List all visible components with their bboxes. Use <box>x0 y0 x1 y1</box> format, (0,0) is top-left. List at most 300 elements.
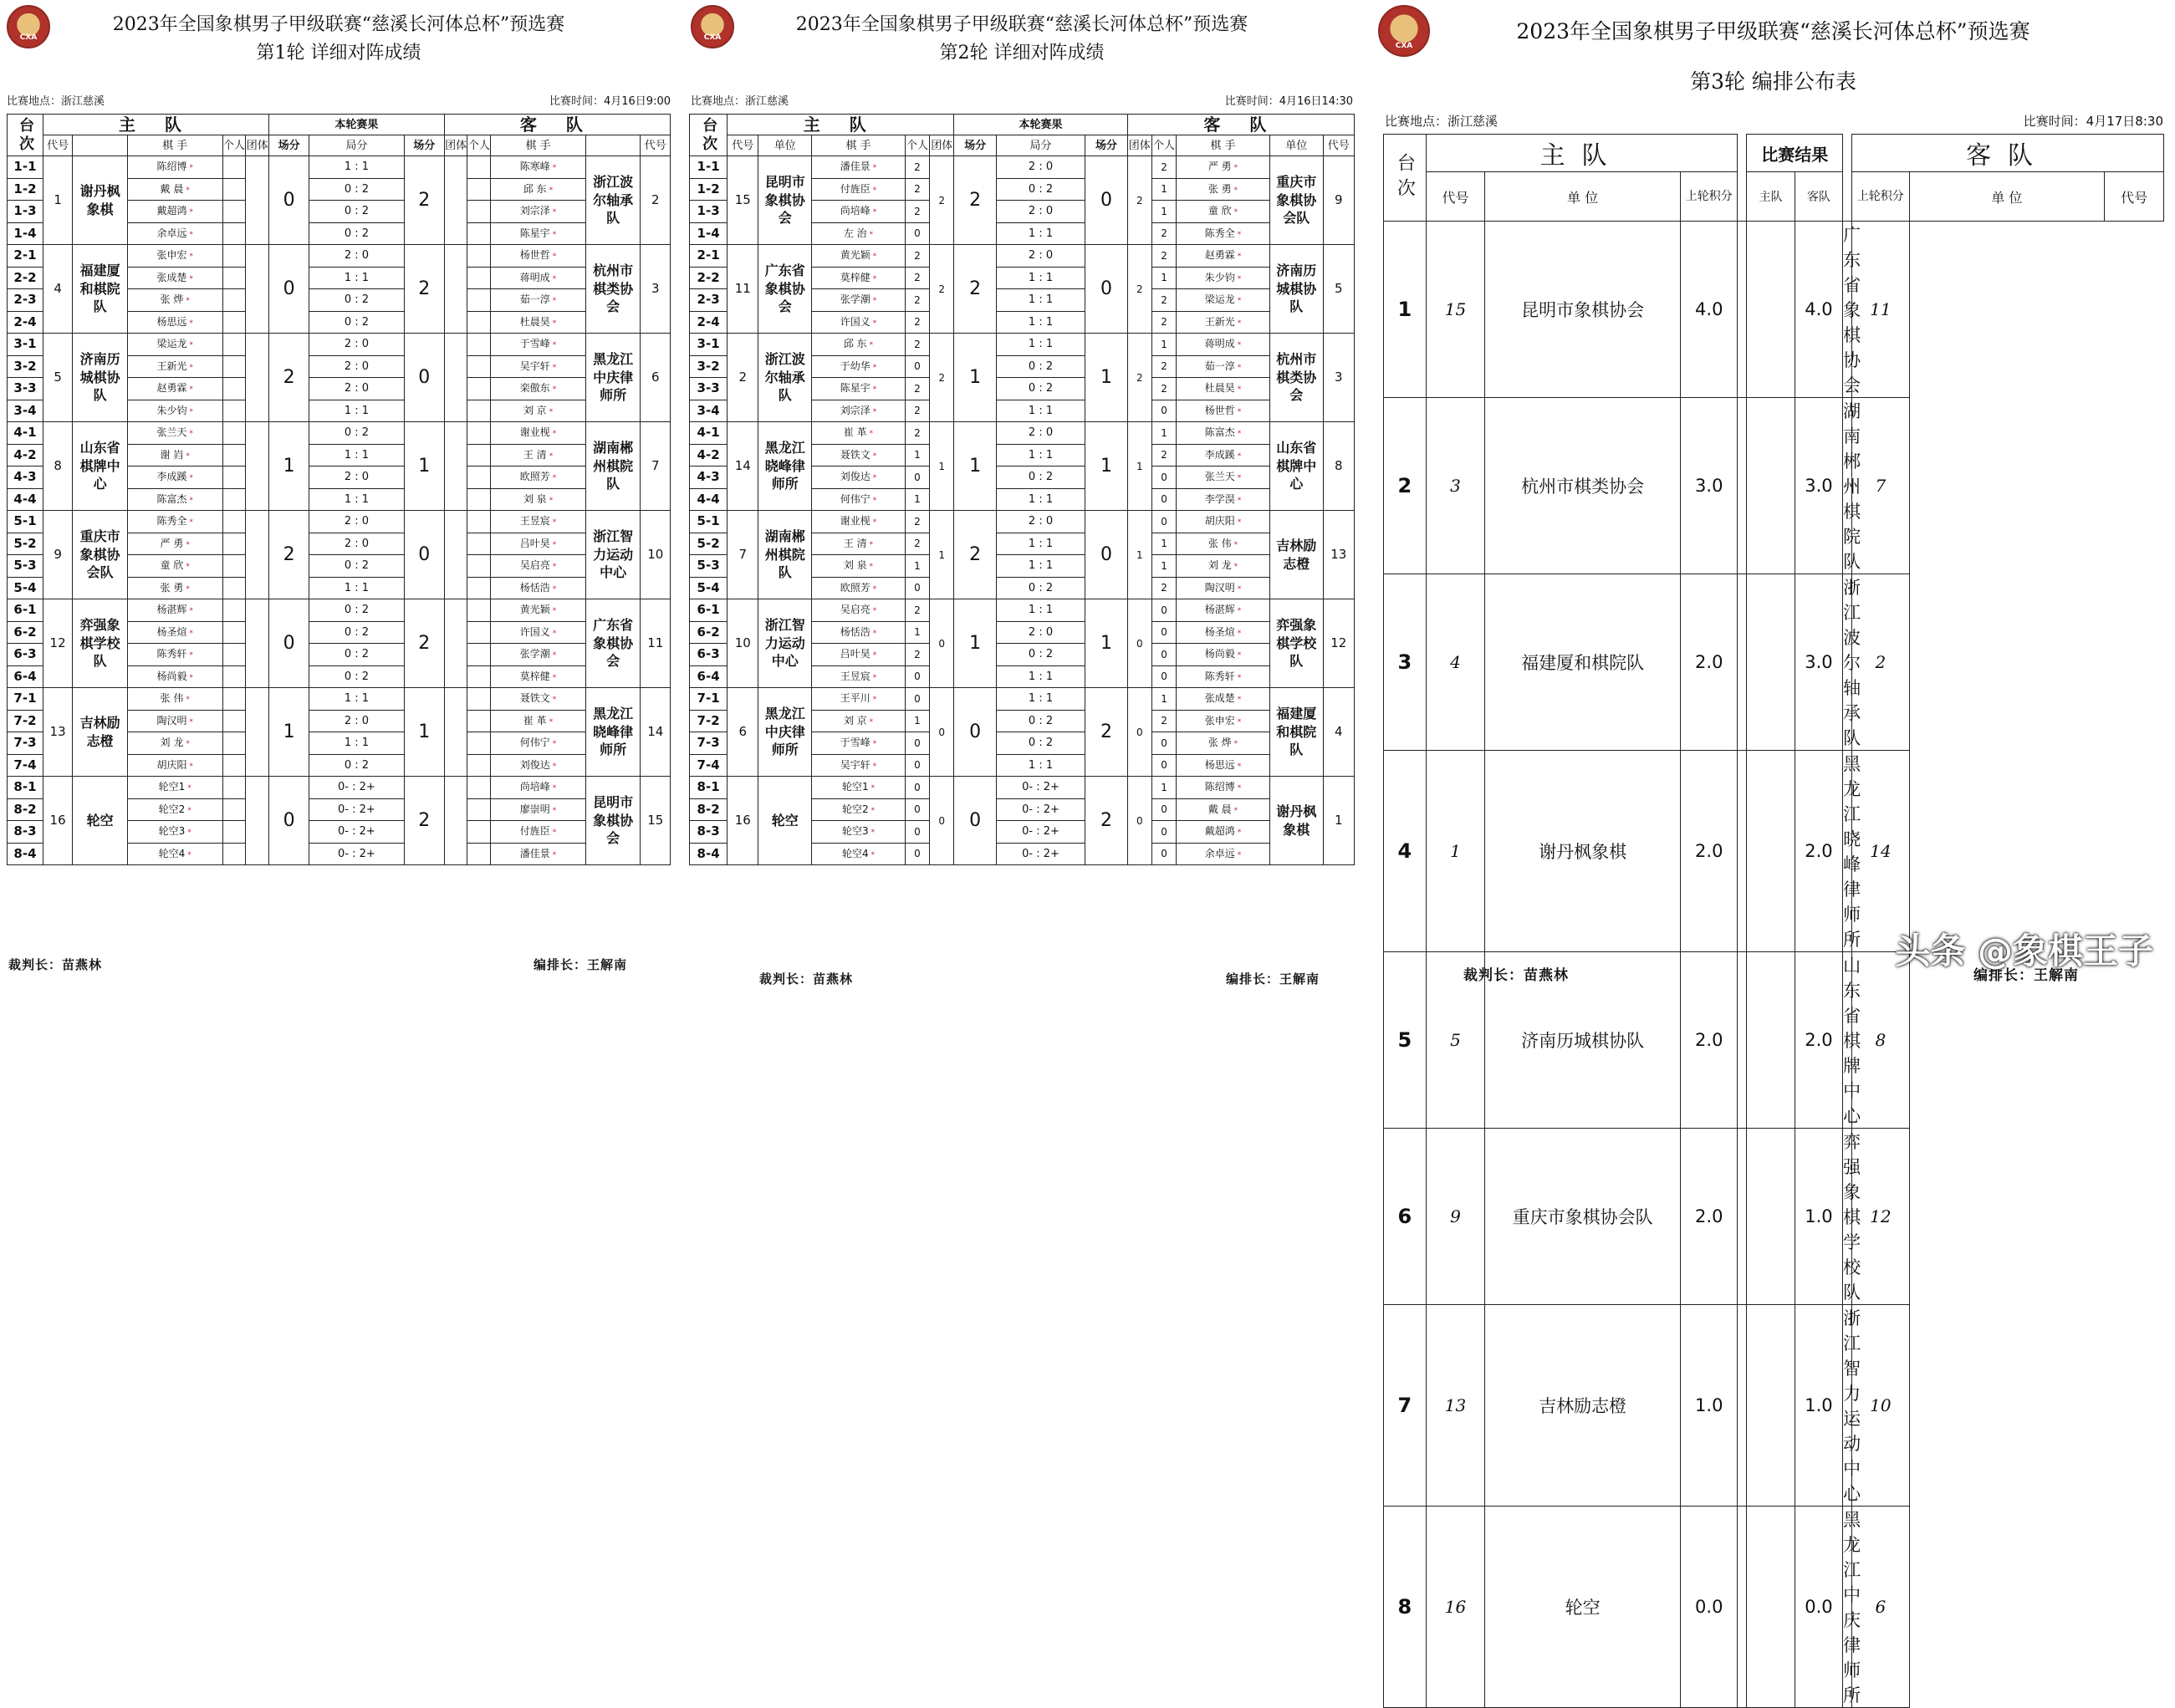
home-personal: 2 <box>905 644 929 666</box>
away-player-name: 陈秀全 <box>1204 227 1235 239</box>
away-player <box>491 355 586 378</box>
player-mark: * <box>189 164 193 173</box>
home-personal <box>222 156 246 179</box>
away-team-header: 团体 <box>1127 135 1151 156</box>
board-id: 5-3 <box>8 555 43 578</box>
away-match-pts: 0 <box>1085 156 1128 245</box>
away-player-name: 尚培峰 <box>519 781 550 793</box>
board-id: 1-4 <box>690 222 728 245</box>
away-mp-header: 场分 <box>404 135 444 156</box>
away-unit: 山东省棋牌中心 <box>1843 952 1852 1129</box>
player-mark: * <box>872 518 877 528</box>
away-team-score <box>444 156 467 245</box>
away-player <box>1177 577 1270 599</box>
away-player-name: 张申宏 <box>1204 714 1235 727</box>
board-id: 2-3 <box>8 289 43 312</box>
home-personal <box>222 798 246 821</box>
referee-label: 裁判长：苗燕林 <box>8 957 103 972</box>
player-mark: * <box>552 784 557 793</box>
away-personal <box>467 267 491 289</box>
player-mark: * <box>1237 696 1242 705</box>
result-away <box>1747 398 1795 574</box>
away-team-score: 0 <box>1127 688 1151 777</box>
player-mark: * <box>872 319 877 328</box>
game-score: 0 : 2 <box>309 201 405 223</box>
round1-subtitle: 第1轮 详细对阵成绩 <box>256 43 421 64</box>
away-player <box>491 533 586 555</box>
home-player-name: 轮空3 <box>158 825 186 838</box>
away-unit: 广东省象棋协会 <box>585 599 641 688</box>
game-score: 2 : 0 <box>309 467 405 489</box>
home-code: 9 <box>43 511 72 599</box>
away-code: 12 <box>1852 1129 1909 1305</box>
away-code: 1 <box>1323 777 1354 865</box>
player-mark: * <box>1237 385 1242 395</box>
away-personal <box>467 555 491 578</box>
result-home <box>1738 222 1747 398</box>
away-player-name: 刘 龙 <box>1207 559 1232 572</box>
away-unit: 黑龙江晓峰律师所 <box>585 688 641 777</box>
away-player-header: 棋 手 <box>1177 135 1270 156</box>
away-header: 客 队 <box>1127 115 1354 135</box>
home-personal-header: 个人 <box>222 135 246 156</box>
home-code: 16 <box>1426 1507 1485 1708</box>
board-id: 2-2 <box>8 267 43 289</box>
round3-pairings-table <box>1383 134 2164 1708</box>
home-unit: 浙江波尔轴承队 <box>758 334 812 422</box>
player-mark: * <box>189 496 193 505</box>
board-id: 5-2 <box>8 533 43 555</box>
away-team-header: 团体 <box>444 135 467 156</box>
board-id: 3-2 <box>8 355 43 378</box>
away-match-pts: 0 <box>1085 245 1128 334</box>
board-id: 1-2 <box>8 178 43 201</box>
away-code: 8 <box>1323 422 1354 511</box>
board-id: 3-3 <box>8 378 43 400</box>
game-score: 2 : 0 <box>996 156 1085 179</box>
away-team-score <box>444 334 467 422</box>
location-text: 比赛地点：浙江慈溪 <box>691 95 789 108</box>
home-player <box>812 334 906 356</box>
home-player-name: 梁运龙 <box>156 338 187 350</box>
home-player-name: 陶汉明 <box>156 714 187 727</box>
home-player-name: 刘俊达 <box>840 471 871 483</box>
home-player-name: 严 勇 <box>160 537 184 549</box>
home-match-pts: 2 <box>269 511 309 599</box>
home-unit: 重庆市象棋协会队 <box>1485 1129 1681 1305</box>
away-player <box>1177 555 1270 578</box>
game-score: 0 : 2 <box>309 311 405 334</box>
player-mark: * <box>552 208 557 217</box>
away-personal <box>467 422 491 445</box>
player-mark: * <box>872 584 877 594</box>
player-mark: * <box>552 806 557 815</box>
home-player <box>812 444 906 467</box>
home-player <box>127 621 222 644</box>
player-mark: * <box>552 252 557 262</box>
home-personal <box>222 311 246 334</box>
home-match-pts: 0 <box>269 599 309 688</box>
away-team-score: 2 <box>1127 245 1151 334</box>
away-player <box>1177 798 1270 821</box>
away-personal: 2 <box>1151 311 1176 334</box>
home-personal: 0 <box>905 577 929 599</box>
home-team-score <box>246 422 269 511</box>
away-code-header: 代号 <box>2105 172 2164 222</box>
home-player-name: 杨圣煊 <box>156 625 187 638</box>
away-match-pts: 1 <box>1085 334 1128 422</box>
player-mark: * <box>1237 252 1242 262</box>
away-player <box>491 156 586 179</box>
player-mark: * <box>872 363 877 372</box>
game-score: 0 : 2 <box>309 422 405 445</box>
home-code: 13 <box>43 688 72 777</box>
player-mark: * <box>552 740 557 749</box>
away-player <box>491 289 586 312</box>
game-score: 1 : 1 <box>309 156 405 179</box>
home-code: 7 <box>728 511 758 599</box>
away-player-name: 杨圣煊 <box>1204 625 1235 638</box>
round2-sheet <box>684 0 1360 992</box>
player-mark: * <box>872 407 877 416</box>
away-player-name: 谢业枧 <box>519 426 550 439</box>
home-player <box>812 488 906 511</box>
home-player <box>127 843 222 865</box>
player-mark: * <box>1233 563 1238 572</box>
home-code-header: 代号 <box>1426 172 1485 222</box>
away-player-header: 棋 手 <box>491 135 586 156</box>
away-unit: 山东省棋牌中心 <box>1269 422 1323 511</box>
away-unit: 黑龙江中庆律师所 <box>1843 1507 1852 1708</box>
away-code: 3 <box>1323 334 1354 422</box>
game-score: 1 : 1 <box>996 555 1085 578</box>
tournament-title: 2023年全国象棋男子甲级联赛“慈溪长河体总杯”预选赛 <box>1516 19 2030 43</box>
home-player-name: 聂铁文 <box>840 448 871 461</box>
home-player <box>812 798 906 821</box>
away-personal: 2 <box>1151 222 1176 245</box>
home-personal <box>222 777 246 799</box>
board-id: 8-2 <box>690 798 728 821</box>
away-unit: 浙江智力运动中心 <box>585 511 641 599</box>
player-mark: * <box>552 164 557 173</box>
board-id: 4-1 <box>8 422 43 445</box>
home-player <box>812 201 906 223</box>
player-mark: * <box>872 496 877 505</box>
home-unit: 杭州市棋类协会 <box>1485 398 1681 574</box>
away-player <box>1177 644 1270 666</box>
home-player <box>812 621 906 644</box>
away-player-name: 陈星宇 <box>519 227 550 239</box>
player-mark: * <box>1237 496 1242 505</box>
away-prev-pts: 3.0 <box>1795 398 1842 574</box>
game-score: 0 : 2 <box>309 178 405 201</box>
home-prev-pts: 2.0 <box>1681 952 1738 1129</box>
player-mark: * <box>189 607 193 616</box>
player-mark: * <box>1237 451 1242 461</box>
away-player <box>491 577 586 599</box>
away-prev-pts: 1.0 <box>1795 1129 1842 1305</box>
player-mark: * <box>549 407 554 416</box>
player-mark: * <box>189 407 193 416</box>
player-mark: * <box>189 274 193 283</box>
away-team-score: 1 <box>1127 422 1151 511</box>
player-mark: * <box>186 563 190 572</box>
game-score: 0- : 2+ <box>996 777 1085 799</box>
player-mark: * <box>186 584 190 594</box>
board-id: 2-1 <box>690 245 728 268</box>
game-score: 0 : 2 <box>996 378 1085 400</box>
game-score: 0 : 2 <box>996 467 1085 489</box>
home-code: 16 <box>43 777 72 865</box>
game-score: 1 : 1 <box>996 267 1085 289</box>
table-row <box>690 777 1355 799</box>
home-personal: 2 <box>905 599 929 622</box>
player-mark: * <box>1237 430 1242 439</box>
away-code: 7 <box>641 422 671 511</box>
location-text: 比赛地点：浙江慈溪 <box>7 95 105 108</box>
game-score: 2 : 0 <box>996 422 1085 445</box>
gap-right <box>1843 135 1852 222</box>
game-score: 2 : 0 <box>309 533 405 555</box>
game-score: 1 : 1 <box>309 488 405 511</box>
home-personal <box>222 754 246 777</box>
game-score: 0- : 2+ <box>996 798 1085 821</box>
home-player <box>127 201 222 223</box>
away-unit: 济南历城棋协队 <box>1269 245 1323 334</box>
player-mark: * <box>552 474 557 483</box>
table-row <box>8 777 671 799</box>
away-player <box>1177 488 1270 511</box>
home-personal <box>222 245 246 268</box>
game-score: 2 : 0 <box>309 710 405 732</box>
away-player-name: 陈富杰 <box>1204 426 1235 439</box>
board-id: 4-4 <box>690 488 728 511</box>
location-text: 比赛地点：浙江慈溪 <box>1385 114 1499 129</box>
away-player-name: 张成楚 <box>1204 692 1235 705</box>
away-personal-header: 个人 <box>1151 135 1176 156</box>
board-id: 4-1 <box>690 422 728 445</box>
home-player-name: 陈秀全 <box>156 515 187 528</box>
home-team-score <box>246 777 269 865</box>
game-score: 2 : 0 <box>996 245 1085 268</box>
home-player <box>127 710 222 732</box>
away-player <box>491 267 586 289</box>
result-away <box>1747 1507 1795 1708</box>
player-mark: * <box>1233 740 1238 749</box>
board-id: 5-3 <box>690 555 728 578</box>
round-col-header: 台次 <box>8 115 43 156</box>
table-row <box>8 422 671 445</box>
home-code: 14 <box>728 422 758 511</box>
home-code-header: 代号 <box>43 135 72 156</box>
home-unit: 山东省棋牌中心 <box>73 422 128 511</box>
home-player-name: 轮空1 <box>158 781 186 793</box>
home-code: 2 <box>728 334 758 422</box>
board-id: 2-4 <box>8 311 43 334</box>
away-player <box>1177 688 1270 711</box>
away-prev-pts-header: 上轮积分 <box>1852 172 1909 222</box>
away-player <box>491 777 586 799</box>
game-score: 0- : 2+ <box>996 821 1085 844</box>
away-code: 5 <box>1323 245 1354 334</box>
away-player-name: 胡庆阳 <box>1204 515 1235 528</box>
board-id: 1-3 <box>8 201 43 223</box>
home-player-name: 莫梓健 <box>840 271 871 283</box>
home-player <box>812 267 906 289</box>
home-unit: 吉林励志橙 <box>1485 1305 1681 1507</box>
away-team-score: 2 <box>1127 156 1151 245</box>
away-prev-pts: 1.0 <box>1795 1305 1842 1507</box>
away-unit: 重庆市象棋协会队 <box>1269 156 1323 245</box>
home-header: 主 队 <box>43 115 268 135</box>
home-player <box>812 533 906 555</box>
home-player <box>812 156 906 179</box>
away-prev-pts: 3.0 <box>1795 574 1842 751</box>
away-match-pts: 2 <box>404 777 444 865</box>
away-personal <box>467 400 491 422</box>
home-personal <box>222 488 246 511</box>
away-personal <box>467 665 491 688</box>
away-player <box>1177 178 1270 201</box>
away-personal <box>467 245 491 268</box>
home-player <box>812 355 906 378</box>
game-score: 1 : 1 <box>309 444 405 467</box>
player-mark: * <box>872 651 877 660</box>
home-player <box>812 467 906 489</box>
board-id: 2-1 <box>8 245 43 268</box>
away-personal <box>467 156 491 179</box>
result-away <box>1747 574 1795 751</box>
player-mark: * <box>1237 784 1242 793</box>
home-personal: 2 <box>905 378 929 400</box>
away-player-name: 陈寒峰 <box>519 161 550 173</box>
player-mark: * <box>1237 584 1242 594</box>
home-player <box>127 267 222 289</box>
table-number: 6 <box>1384 1129 1427 1305</box>
result-away <box>1747 1129 1795 1305</box>
home-personal <box>222 688 246 711</box>
board-id: 2-2 <box>690 267 728 289</box>
board-id: 6-2 <box>690 621 728 644</box>
player-mark: * <box>552 518 557 528</box>
home-unit: 湖南郴州棋院队 <box>758 511 812 599</box>
home-player-name: 张 伟 <box>160 692 184 705</box>
game-score: 0 : 2 <box>309 644 405 666</box>
away-player <box>1177 665 1270 688</box>
home-unit: 浙江智力运动中心 <box>758 599 812 688</box>
away-personal <box>467 511 491 533</box>
away-player <box>1177 222 1270 245</box>
home-unit: 谢丹枫象棋 <box>73 156 128 245</box>
away-player <box>491 422 586 445</box>
away-player <box>491 644 586 666</box>
game-score: 2 : 0 <box>309 334 405 356</box>
home-prev-pts: 0.0 <box>1681 1507 1738 1708</box>
game-score: 1 : 1 <box>996 488 1085 511</box>
away-personal <box>467 798 491 821</box>
away-player <box>491 665 586 688</box>
player-mark: * <box>872 252 877 262</box>
board-id: 5-1 <box>8 511 43 533</box>
away-unit-header <box>585 135 641 156</box>
game-score: 1 : 1 <box>996 222 1085 245</box>
home-player-name: 戴 晨 <box>160 182 184 195</box>
home-prev-pts-header: 上轮积分 <box>1681 172 1738 222</box>
board-id: 6-4 <box>690 665 728 688</box>
player-mark: * <box>189 629 193 638</box>
home-player <box>127 777 222 799</box>
player-mark: * <box>872 385 877 395</box>
home-match-pts: 0 <box>269 156 309 245</box>
away-player-name: 杜晨昊 <box>1204 382 1235 395</box>
home-personal <box>222 267 246 289</box>
home-match-pts: 2 <box>954 511 997 599</box>
home-player <box>127 599 222 622</box>
home-personal: 2 <box>905 511 929 533</box>
home-player-name: 于雪峰 <box>840 737 871 749</box>
home-player <box>812 710 906 732</box>
away-unit: 杭州市棋类协会 <box>585 245 641 334</box>
home-player-name: 杨尚毅 <box>156 670 187 682</box>
home-player-name: 张学潮 <box>840 293 871 306</box>
away-personal <box>467 644 491 666</box>
board-id: 1-2 <box>690 178 728 201</box>
home-code: 4 <box>1426 574 1485 751</box>
home-personal: 0 <box>905 732 929 755</box>
away-player <box>491 798 586 821</box>
home-unit: 济南历城棋协队 <box>1485 952 1681 1129</box>
away-personal <box>467 621 491 644</box>
away-header: 客 队 <box>444 115 670 135</box>
round1-time: 比赛时间：4月16日9:00 <box>549 95 671 108</box>
result-header: 比赛结果 <box>1747 135 1843 172</box>
player-mark: * <box>1237 850 1242 859</box>
away-player <box>1177 156 1270 179</box>
away-player <box>491 311 586 334</box>
away-personal-header: 个人 <box>467 135 491 156</box>
home-player <box>812 843 906 865</box>
home-personal <box>222 710 246 732</box>
home-team-score <box>246 245 269 334</box>
table-row <box>1384 1507 2164 1708</box>
away-player-name: 黄光颖 <box>519 604 550 616</box>
away-personal <box>467 355 491 378</box>
cxa-logo-icon: CXA <box>7 5 50 48</box>
home-player-name: 朱少钧 <box>156 404 187 416</box>
player-mark: * <box>1237 629 1242 638</box>
home-personal <box>222 201 246 223</box>
player-mark: * <box>872 208 877 217</box>
round-col-header: 台次 <box>690 115 728 156</box>
home-unit: 谢丹枫象棋 <box>1485 751 1681 952</box>
away-player-name: 吕叶昊 <box>519 537 550 549</box>
player-mark: * <box>186 297 190 306</box>
player-mark: * <box>552 629 557 638</box>
home-personal: 1 <box>905 488 929 511</box>
away-player-name: 茹一淳 <box>519 293 550 306</box>
home-player-name: 张申宏 <box>156 249 187 262</box>
player-mark: * <box>871 829 876 838</box>
referee-label: 裁判长：苗燕林 <box>1463 967 1569 984</box>
away-personal <box>467 821 491 844</box>
home-personal <box>222 665 246 688</box>
player-mark: * <box>872 607 877 616</box>
home-player-name: 轮空2 <box>158 803 186 815</box>
home-personal <box>222 577 246 599</box>
player-mark: * <box>549 451 554 461</box>
player-mark: * <box>872 474 877 483</box>
away-player <box>1177 599 1270 622</box>
